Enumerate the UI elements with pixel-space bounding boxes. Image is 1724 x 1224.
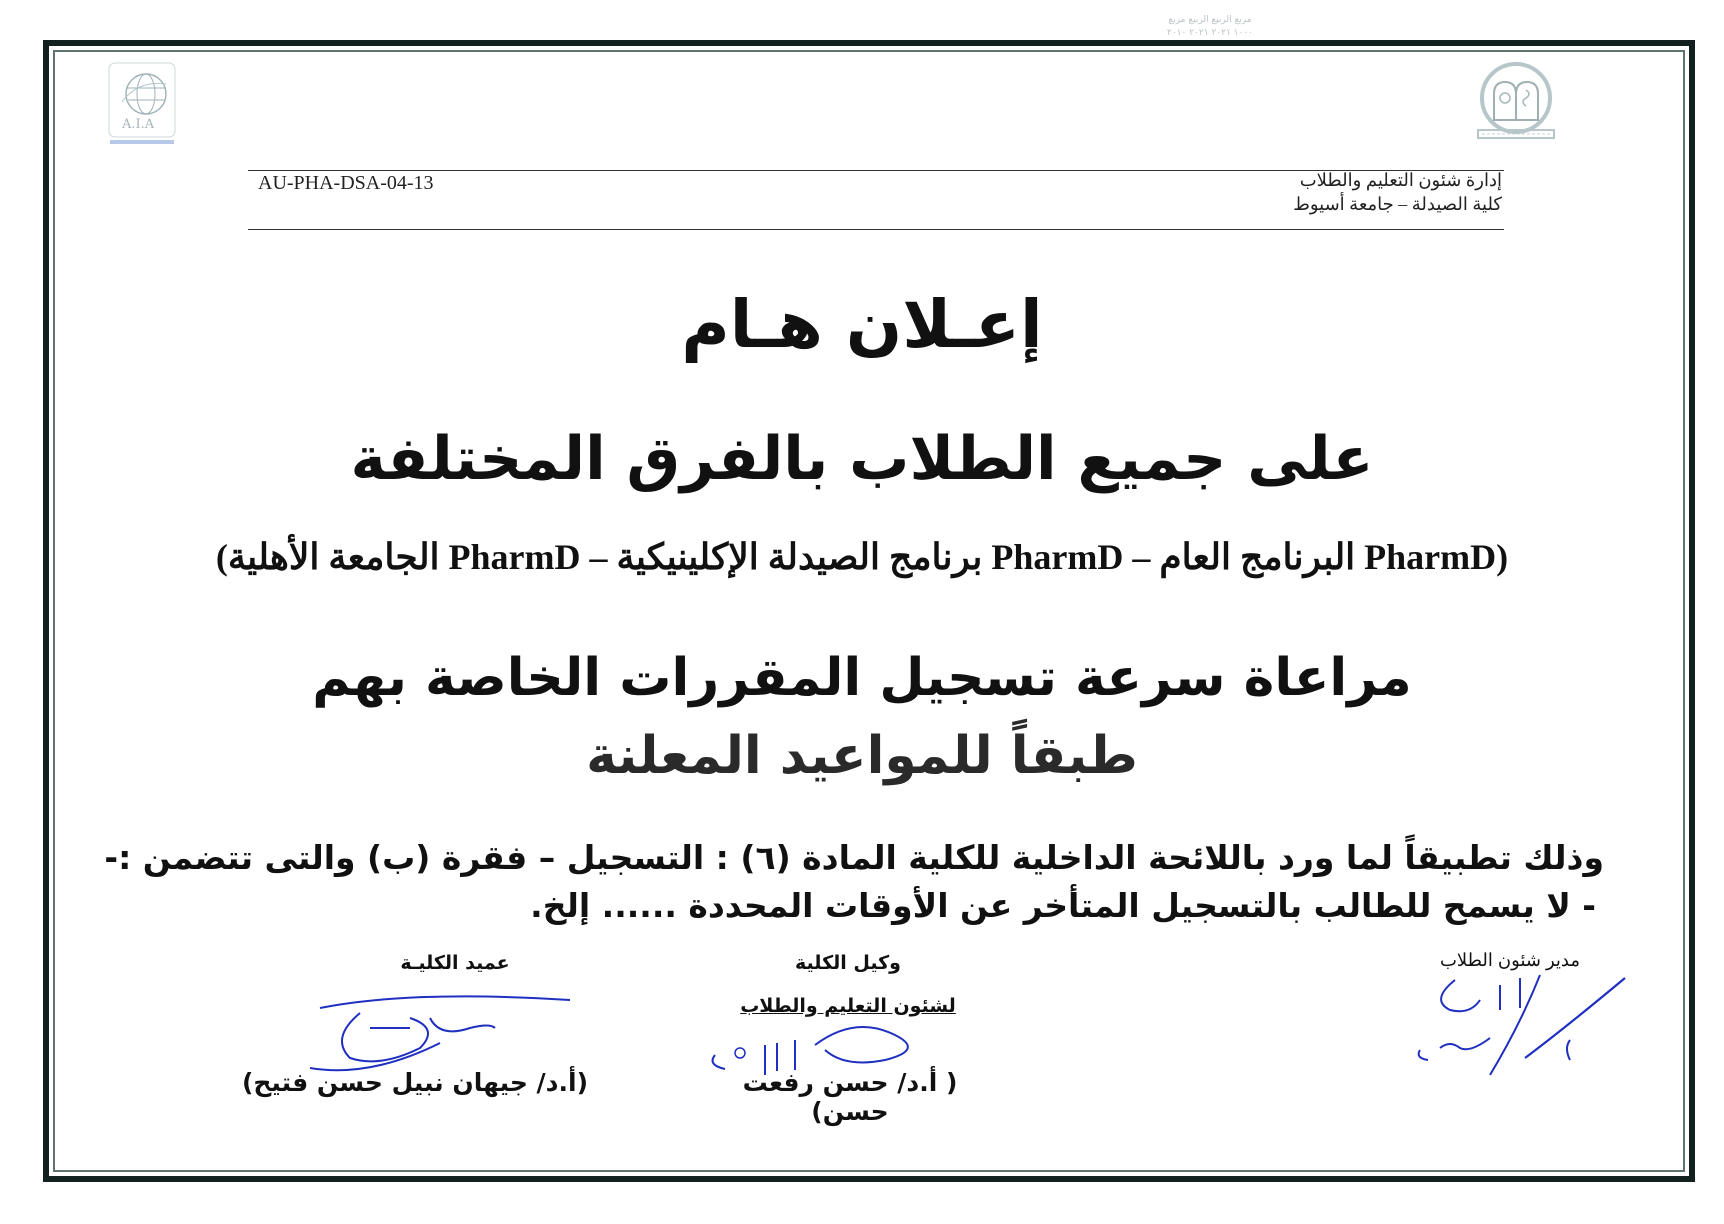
director-signature-icon	[1410, 970, 1640, 1085]
document-code: AU-PHA-DSA-04-13	[258, 172, 434, 194]
dean-signature-icon	[290, 988, 610, 1078]
department-line-2: كلية الصيدلة – جامعة أسيوط	[1293, 194, 1502, 214]
svg-text:A.I.A: A.I.A	[122, 117, 155, 132]
instruction-line-1: مراعاة سرعة تسجيل المقررات الخاصة بهم	[312, 648, 1412, 708]
announcement-audience: على جميع الطلاب بالفرق المختلفة	[350, 424, 1374, 494]
dean-name: (أ.د/ جيهان نبيل حسن فتيح)	[241, 1068, 588, 1097]
university-crest-icon	[1470, 58, 1562, 150]
vice-dean-subtitle: لشئون التعليم والطلاب	[740, 995, 956, 1017]
vice-dean-title: وكيل الكلية	[795, 952, 901, 974]
faint-stamp-text	[1120, 14, 1300, 40]
instruction-line-2: طبقاً للمواعيد المعلنة	[586, 726, 1138, 786]
stamp-top-row: مربع الربيع الربيع مربع	[1168, 15, 1252, 25]
announcement-title: إعـلان هـام	[681, 286, 1043, 363]
dean-title: عميد الكليـة	[400, 952, 510, 974]
globe-logo-icon	[108, 62, 176, 148]
vice-dean-name: ( أ.د/ حسن رفعت حسن)	[742, 1068, 958, 1126]
regulation-clause: - لا يسمح للطالب بالتسجيل المتأخر عن الأوقات المحددة ...... إلخ.	[530, 886, 1596, 925]
department-block	[1293, 168, 1502, 216]
programs-list: (PharmD البرنامج العام – PharmD برنامج الصيدلة الإكلينيكية – PharmD الجامعة الأهلية)	[215, 537, 1509, 577]
director-title: مدير شئون الطلاب	[1439, 950, 1580, 970]
stamp-bottom-row: ١٠٠٠ ٢٠٢١ ٢٠٢١ ٢٠١٠	[1167, 28, 1253, 38]
department-line-1: إدارة شئون التعليم والطلاب	[1299, 170, 1502, 190]
header-bottom-rule	[248, 229, 1504, 230]
regulation-reference: وذلك تطبيقاً لما ورد باللائحة الداخلية للكلية المادة (٦) : التسجيل – فقرة (ب) والتى تتضمن :-	[104, 838, 1604, 877]
